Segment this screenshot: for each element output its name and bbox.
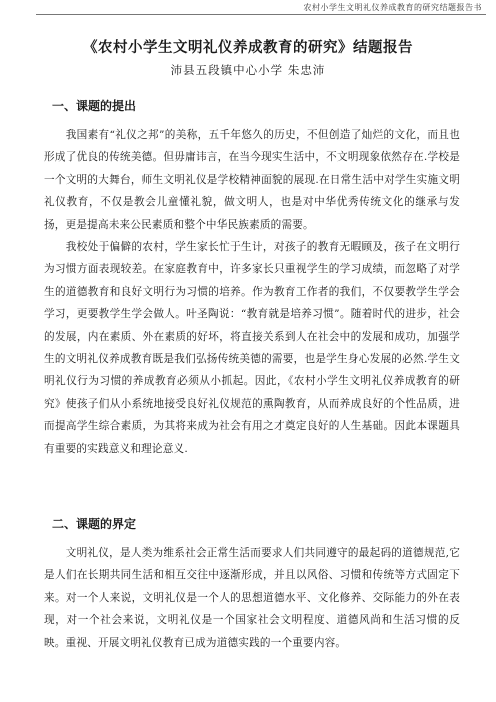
paragraph: 我校处于偏僻的农村，学生家长忙于生计，对孩子的教育无暇顾及，孩子在文明行为习惯方面表现较差。在家庭教育中，许多家长只重视学生的学习成绩，而忽略了对学生的道德教育和良好文明行为习惯的培养。作为教育工作者的我们，不仅要教学生学会学习，更要教学生学会做人。叶圣陶说：“教育就是培养习惯”。随着时代的进步，社会的发展，内在素质、外在素质的好坏，将直接关系到人在社会中的发展和成功，加强学生的文明礼仪养成教育既是我们弘扬传统美德的需要，也是学生身心发展的必然.学生文明礼仪行为习惯的养成教育必须从小抓起。因此，《农村小学生文明礼仪养成教育的研究》使孩子们从小系统地接受良好礼仪规范的熏陶教育，从而养成良好的个性品质，进而提高学生综合素质，为其将来成为社会有用之才奠定良好的人生基础。因此本课题具有重要的实践意义和理论意义. — [44, 241, 460, 455]
running-header: 农村小学生文明礼仪养成教育的研究结题报告书 — [303, 3, 482, 12]
header-rule — [36, 14, 486, 15]
section-definition — [44, 516, 460, 654]
section-heading: 一、课题的提出 — [52, 99, 137, 113]
document-title: 《农村小学生文明礼仪养成教育的研究》结题报告 — [83, 39, 413, 56]
author-line: 沛县五段镇中心小学 朱忠沛 — [170, 63, 326, 77]
paragraph: 我国素有“礼仪之邦”的美称，五千年悠久的历史，不但创造了灿烂的文化，而且也形成了优良的传统美德。但毋庸讳言，在当今现实生活中，不文明现象依然存在.学校是一个文明的大舞台，师生文明礼仪是学校精神面貌的展现.在日常生活中对学生实施文明礼仪教育，不仅是教会儿童懂礼貌，做文明人，也是对中华优秀传统文化的继承与发扬，更是提高未来公民素质和整个中华民族素质的需要。 — [44, 129, 460, 231]
section-proposal — [44, 98, 460, 460]
paragraph: 文明礼仪，是人类为维系社会正常生活而要求人们共同遵守的最起码的道德规范,它是人们在长期共同生活和相互交往中逐渐形成，并且以风俗、习惯和传统等方式固定下来。对一个人来说，文明礼仪是一个人的思想道德水平、文化修养、交际能力的外在表现，对一个社会来说，文明礼仪是一个国家社会文明程度、道德风尚和生活习惯的反映。重视、开展文明礼仪教育已成为道德实践的一个重要内容。 — [44, 547, 460, 649]
section-heading: 二、课题的界定 — [52, 517, 137, 531]
